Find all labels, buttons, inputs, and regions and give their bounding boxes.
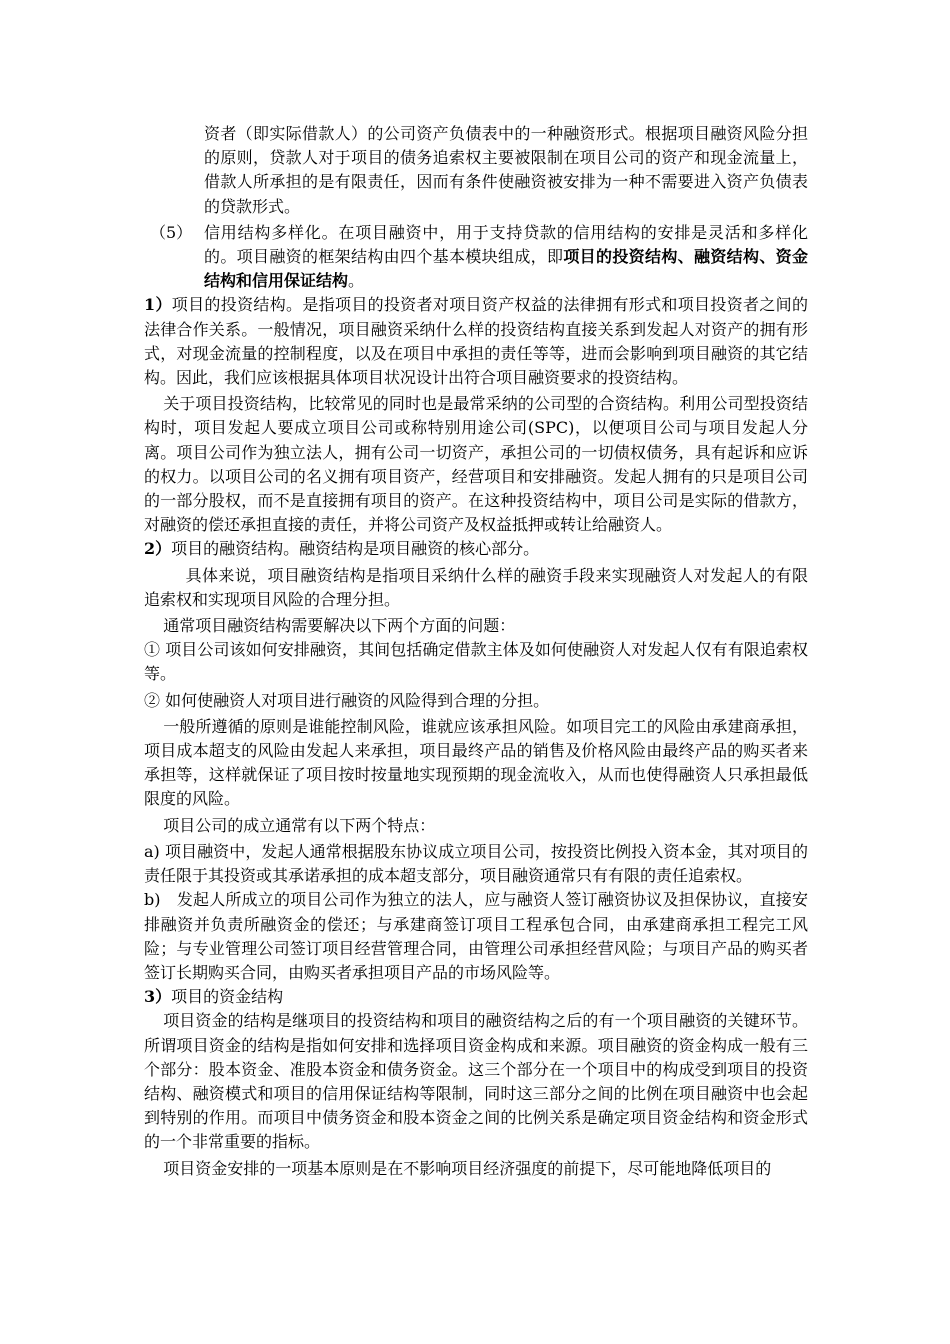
heading-number: 3） [144, 987, 172, 1007]
paragraph: 具体来说，项目融资结构是指项目采纳什么样的融资手段来实现融资人对发起人的有限追索权和实现项目风险的合理分担。 [144, 565, 808, 609]
heading-text: 项目的投资结构。是指项目的投资者对项目资产权益的法律拥有形式和项目投资者之间的法律合作关系。一般情况，项目融资采纳什么样的投资结构直接关系到发起人对资产的拥有形式，对现金流量的控制程度，以及在项目中承担的责任等等，进而会影响到项目融资的其它结构。因此，我们应该根据具体项目状况设计出符合项目融资要求的投资结构。 [144, 295, 808, 388]
heading-number: 2） [144, 539, 172, 559]
list-item-b: b) 发起人所成立的项目公司作为独立的法人，应与融资人签订融资协议及担保协议，直接安排融资并负责所融资金的偿还；与承建商签订项目工程承包合同，由承建商承担工程完工风险；与专业管理公司签订项目经营管理合同，由管理公司承担经营风险；与项目产品的购买者签订长期购买合同，由购买者承担项目产品的市场风险等。 [144, 890, 808, 982]
list-item-text-bold: 项目的投资结构、融资结构、资金结构和信用保证结构 [204, 247, 808, 291]
list-item-text-plain: 信用结构多样化。在项目融资中，用于支持贷款的信用结构的安排是灵活和多样化的。项目融资的框架结构由四个基本模块组成，即 [204, 222, 808, 267]
heading-investment-structure [144, 293, 808, 390]
list-number: （5） [150, 222, 193, 242]
document-body [144, 122, 808, 1181]
list-item-circled-2: ② 如何使融资人对项目进行融资的风险得到合理的分担。 [144, 690, 550, 710]
heading-text: 项目的资金结构 [171, 987, 284, 1007]
paragraph: 项目资金安排的一项基本原则是在不影响项目经济强度的前提下，尽可能地降低项目的 [163, 1158, 772, 1178]
heading-capital-structure [144, 985, 808, 1009]
list-item-text [204, 221, 808, 294]
list-item-a: a) 项目融资中，发起人通常根据股东协议成立项目公司，按投资比例投入资本金，其对项目的责任限于其投资或其承诺承担的成本超支部分，项目融资通常只有有限的责任追索权。 [144, 841, 808, 886]
paragraph-continuation: 资者（即实际借款人）的公司资产负债表中的一种融资形式。根据项目融资风险分担的原则，贷款人对于项目的债务追索权主要被限制在项目公司的资产和现金流量上，借款人所承担的是有限责任，因而有条件使融资被安排为一种不需要进入资产负债表的贷款形式。 [204, 124, 808, 216]
paragraph: 通常项目融资结构需要解决以下两个方面的问题： [163, 616, 516, 636]
heading-financing-structure [144, 537, 808, 561]
paragraph: 一般所遵循的原则是谁能控制风险，谁就应该承担风险。如项目完工的风险由承建商承担，项目成本超支的风险由发起人来承担，项目最终产品的销售及价格风险由最终产品的购买者来承担等，这样就保证了项目按时按量地实现预期的现金流收入，从而也使得融资人只承担最低限度的风险。 [144, 716, 808, 809]
heading-number: 1） [144, 295, 172, 315]
list-item-text-end: 。 [348, 271, 365, 291]
heading-text: 项目的融资结构。融资结构是项目融资的核心部分。 [171, 539, 540, 559]
list-item-5 [144, 221, 808, 294]
paragraph: 项目公司的成立通常有以下两个特点： [163, 815, 436, 835]
list-item-circled-1: ① 项目公司该如何安排融资，其间包括确定借款主体及如何使融资人对发起人仅有有限追索权等。 [144, 640, 808, 684]
paragraph: 关于项目投资结构，比较常见的同时也是最常采纳的公司型的合资结构。利用公司型投资结构时，项目发起人要成立项目公司或称特别用途公司(SPC)，以便项目公司与项目发起人分离。项目公司作为独立法人，拥有公司一切资产，承担公司的一切债权债务，具有起诉和应诉的权力。以项目公司的名义拥有项目资产，经营项目和安排融资。发起人拥有的只是项目公司的一部分股权，而不是直接拥有项目的资产。在这种投资结构中，项目公司是实际的借款方，对融资的偿还承担直接的责任，并将公司资产及权益抵押或转让给融资人。 [144, 394, 808, 535]
paragraph: 项目资金的结构是继项目的投资结构和项目的融资结构之后的有一个项目融资的关键环节。所谓项目资金的结构是指如何安排和选择项目资金构成和来源。项目融资的资金构成一般有三个部分：股本资金、准股本资金和债务资金。这三个部分在一个项目中的构成受到项目的投资结构、融资模式和项目的信用保证结构等限制，同时这三部分之间的比例在项目融资中也会起到特别的作用。而项目中债务资金和股本资金之间的比例关系是确定项目资金结构和资金形式的一个非常重要的指标。 [144, 1011, 808, 1152]
